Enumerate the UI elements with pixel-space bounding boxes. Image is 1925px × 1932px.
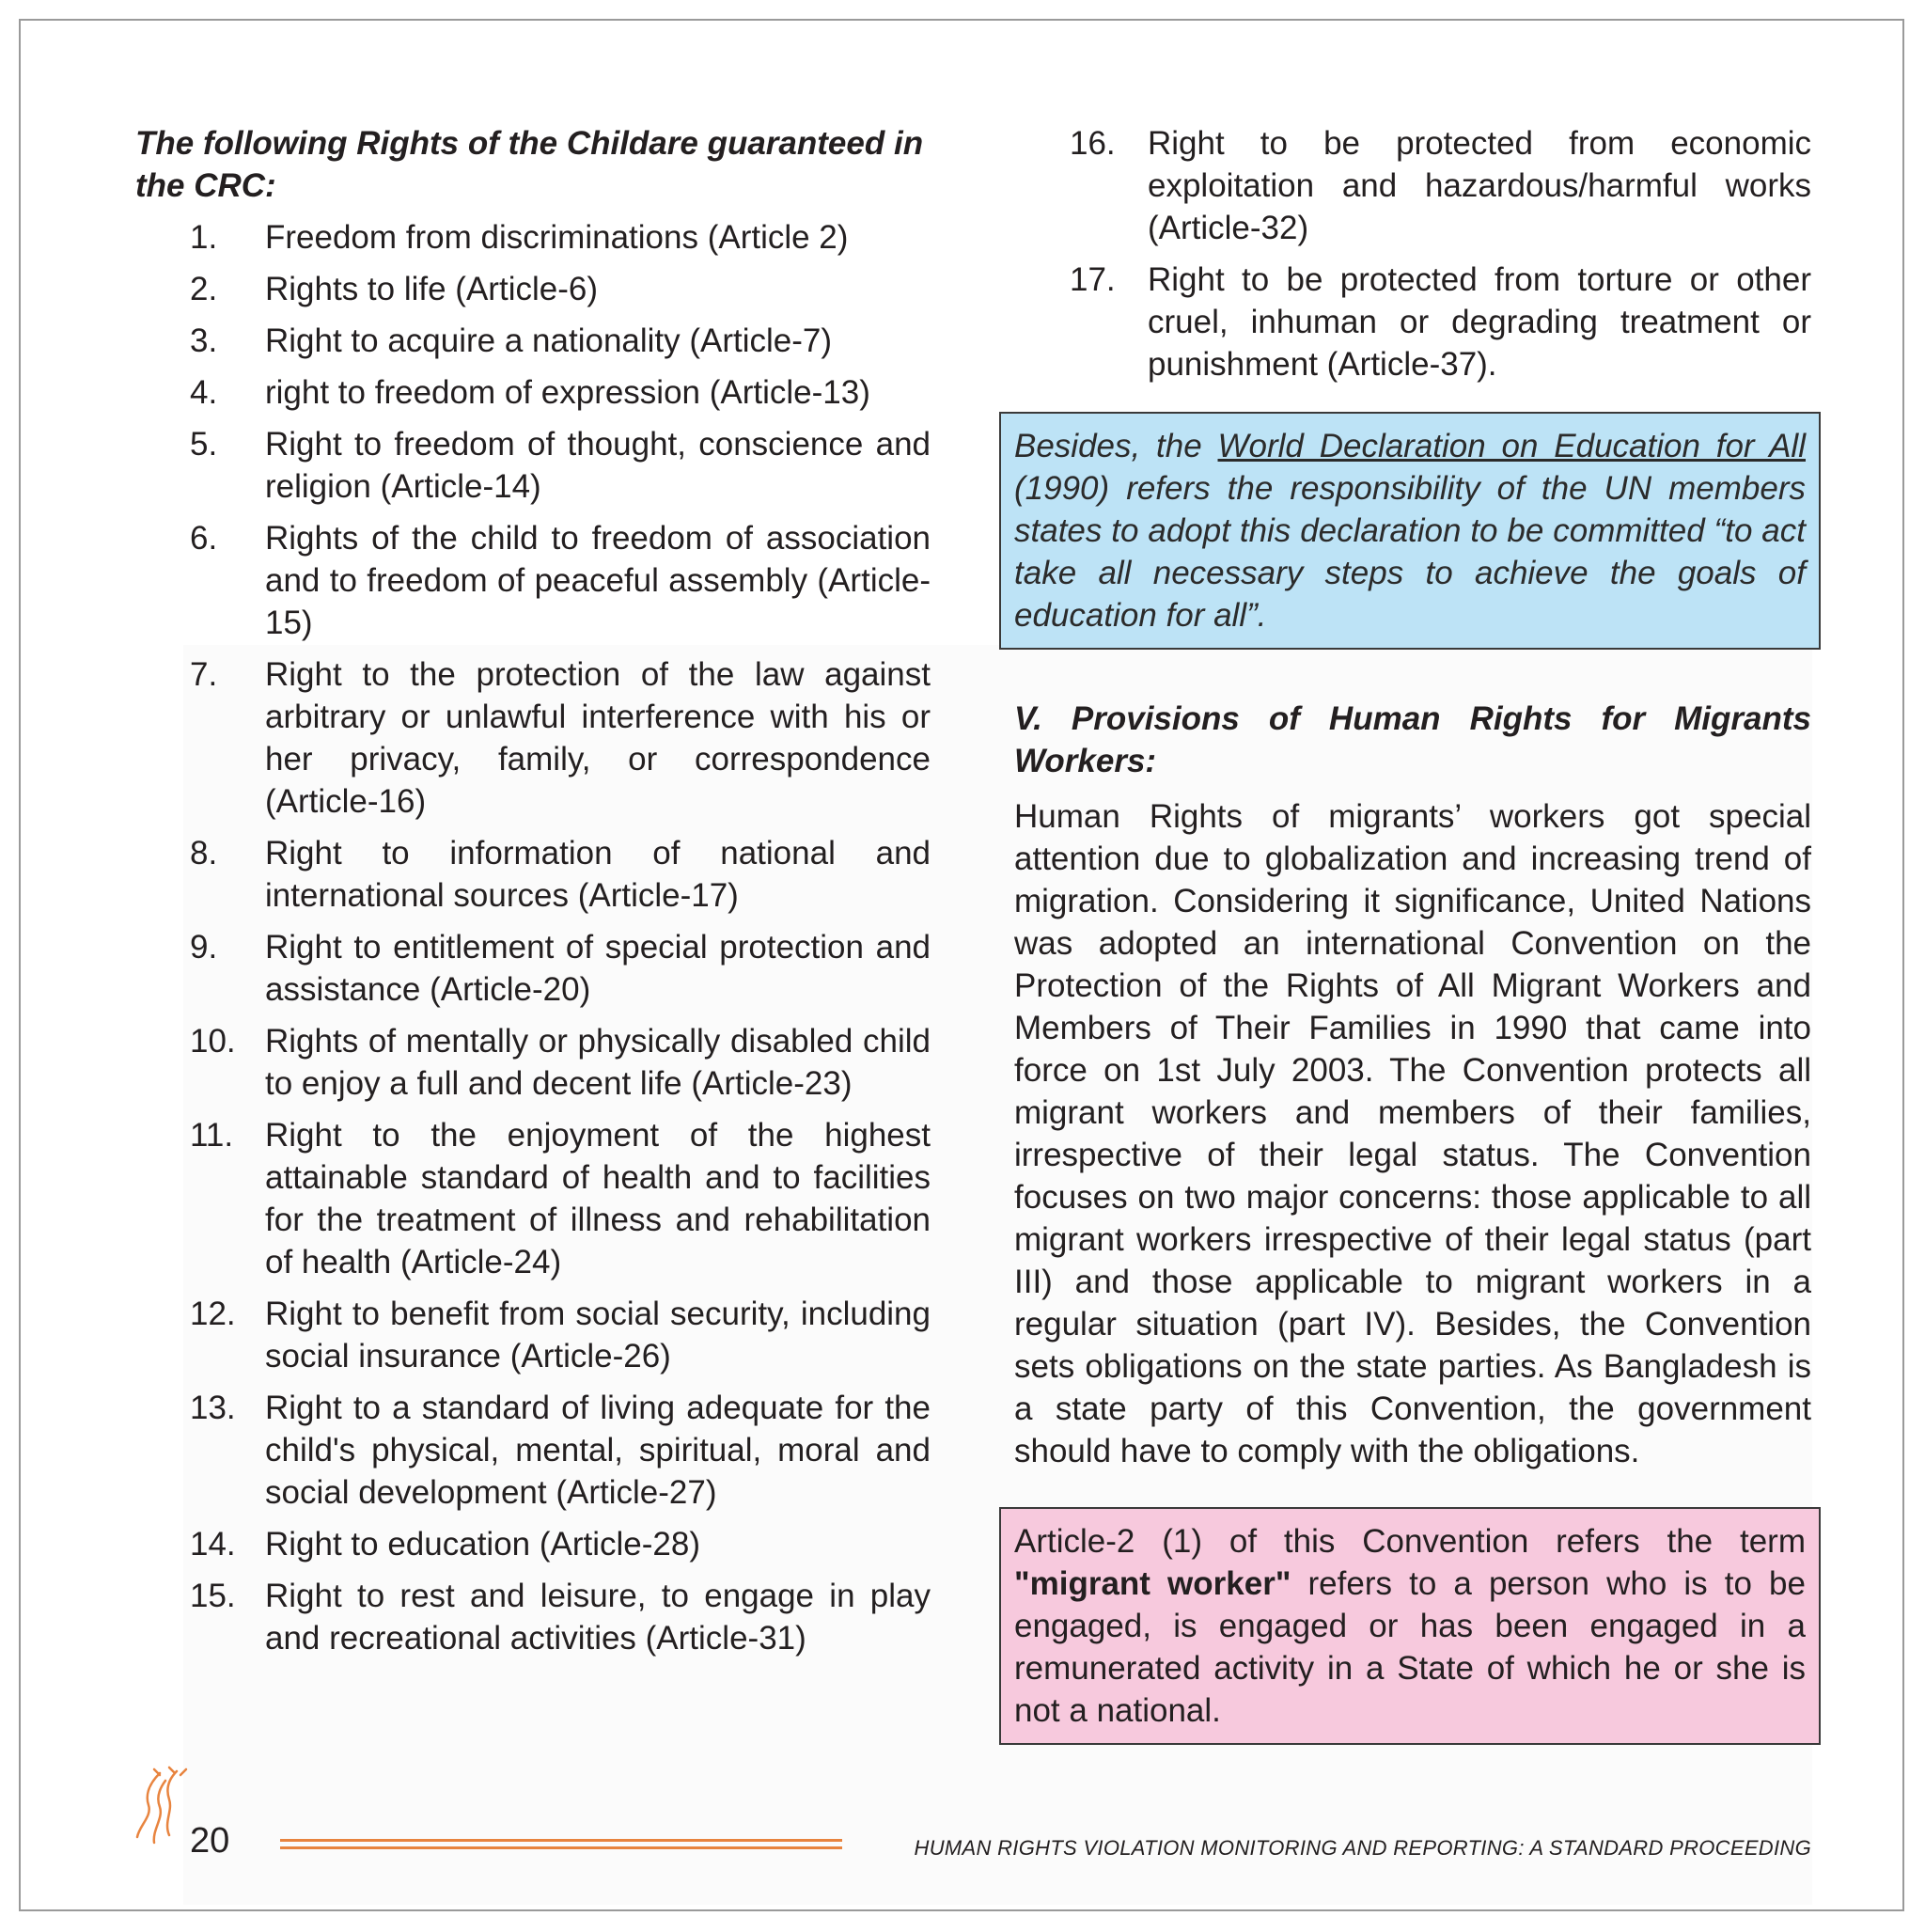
item-text: Right to rest and leisure, to engage in play and recreational activities (Article-31) (265, 1578, 931, 1657)
item-text: Rights of mentally or physically disabled child to enjoy a full and decent life (Article-23) (265, 1023, 931, 1102)
item-number: 10. (190, 1023, 236, 1060)
item-number: 8. (190, 835, 218, 872)
item-number: 15. (190, 1578, 236, 1614)
list-item (135, 832, 931, 917)
rights-list (135, 216, 931, 1659)
list-item (135, 216, 931, 259)
rights-list-continued (1001, 122, 1811, 385)
list-item (135, 268, 931, 310)
item-text: Rights of the child to freedom of association and to freedom of peaceful assembly (Article-15) (265, 520, 931, 641)
left-column (135, 122, 931, 1669)
item-number: 4. (190, 374, 218, 411)
box-text-prefix: Besides, the (1014, 428, 1218, 464)
list-item (135, 1575, 931, 1659)
footer-rule (280, 1846, 842, 1849)
item-text: Rights to life (Article-6) (265, 271, 598, 307)
item-text: Right to the protection of the law against arbitrary or unlawful interference with his or her privacy, family, or correspondence (Article-16) (265, 656, 931, 820)
rights-heading: The following Rights of the Childare guaranteed in the CRC: (135, 125, 924, 204)
item-number: 5. (190, 426, 218, 463)
migrant-worker-definition-box (999, 1507, 1821, 1745)
footer-rule (280, 1839, 842, 1842)
box-text-suffix: refers to a person who is to be engaged, is engaged or has been engaged in a remunerated activity in a State of which he or she is not a national. (1014, 1565, 1806, 1729)
list-item (1001, 259, 1811, 385)
item-number: 13. (190, 1390, 236, 1426)
item-number: 2. (190, 271, 218, 307)
item-text: Right to be protected from economic exploitation and hazardous/harmful works (Article-32) (1148, 125, 1811, 246)
declaration-title: World Declaration on Education for All (1217, 428, 1806, 464)
item-number: 7. (190, 656, 218, 693)
list-item (135, 1523, 931, 1565)
item-text: Right to education (Article-28) (265, 1526, 700, 1563)
list-item (135, 1387, 931, 1514)
running-title: HUMAN RIGHTS VIOLATION MONITORING AND REPORTING: A STANDARD PROCEEDING (914, 1836, 1811, 1860)
item-text: Right to information of national and international sources (Article-17) (265, 835, 931, 914)
item-text: Right to be protected from torture or other cruel, inhuman or degrading treatment or punishment (Article-37). (1148, 261, 1811, 383)
section-body: Human Rights of migrants’ workers got special attention due to globalization and increasing trend of migration. Considering it significance, United Nations was adopted an international Convention on the Protection of the Rights of All Migrant Workers and Members of Their Families in 1990 that came into force on 1st July 2003. The Convention protects all migrant workers and members of their families, irrespective of their legal status. The Convention focuses on two major concerns: those applicable to all migrant workers irrespective of their legal status (part III) and those applicable to migrant workers in a regular situation (part IV). Besides, the Convention sets obligations on the state parties. As Bangladesh is a state party of this Convention, the government should have to comply with the obligations. (1014, 798, 1811, 1469)
box-text-suffix: (1990) refers the responsibility of the UN members states to adopt this declaration to be committed “to act take all necessary steps to achieve the goals of education for all”. (1014, 470, 1806, 634)
item-number: 11. (190, 1117, 234, 1154)
box-text-prefix: Article-2 (1) of this Convention refers the term (1014, 1523, 1806, 1560)
item-number: 9. (190, 929, 218, 966)
list-item (135, 1293, 931, 1377)
item-text: right to freedom of expression (Article-13) (265, 374, 870, 411)
list-item (135, 371, 931, 414)
item-text: Freedom from discriminations (Article 2) (265, 219, 849, 256)
item-text: Right to freedom of thought, conscience and religion (Article-14) (265, 426, 931, 505)
item-number: 16. (1070, 125, 1116, 162)
item-text: Right to entitlement of special protection and assistance (Article-20) (265, 929, 931, 1008)
page-number: 20 (190, 1821, 230, 1861)
list-item (135, 423, 931, 508)
item-number: 17. (1070, 261, 1116, 298)
section-title: V. Provisions of Human Rights for Migrants Workers: (1014, 700, 1811, 779)
item-number: 1. (190, 219, 218, 256)
list-item (1001, 122, 1811, 249)
list-item (135, 1020, 931, 1105)
item-number: 6. (190, 520, 218, 557)
item-text: Right to acquire a nationality (Article-7) (265, 322, 833, 359)
list-item (135, 320, 931, 362)
list-item (135, 1114, 931, 1283)
item-number: 12. (190, 1296, 236, 1332)
figures-logo-icon (132, 1764, 194, 1850)
education-declaration-box (999, 412, 1821, 650)
item-text: Right to the enjoyment of the highest attainable standard of health and to facilities for the treatment of illness and rehabilitation of health (Article-24) (265, 1117, 931, 1280)
list-item (135, 517, 931, 644)
item-text: Right to a standard of living adequate for the child's physical, mental, spiritual, moral and social development (Article-27) (265, 1390, 931, 1511)
item-number: 14. (190, 1526, 236, 1563)
right-column (1001, 122, 1811, 395)
item-text: Right to benefit from social security, including social insurance (Article-26) (265, 1296, 931, 1374)
list-item (135, 926, 931, 1011)
defined-term: "migrant worker" (1014, 1565, 1291, 1602)
list-item (135, 653, 931, 823)
item-number: 3. (190, 322, 218, 359)
